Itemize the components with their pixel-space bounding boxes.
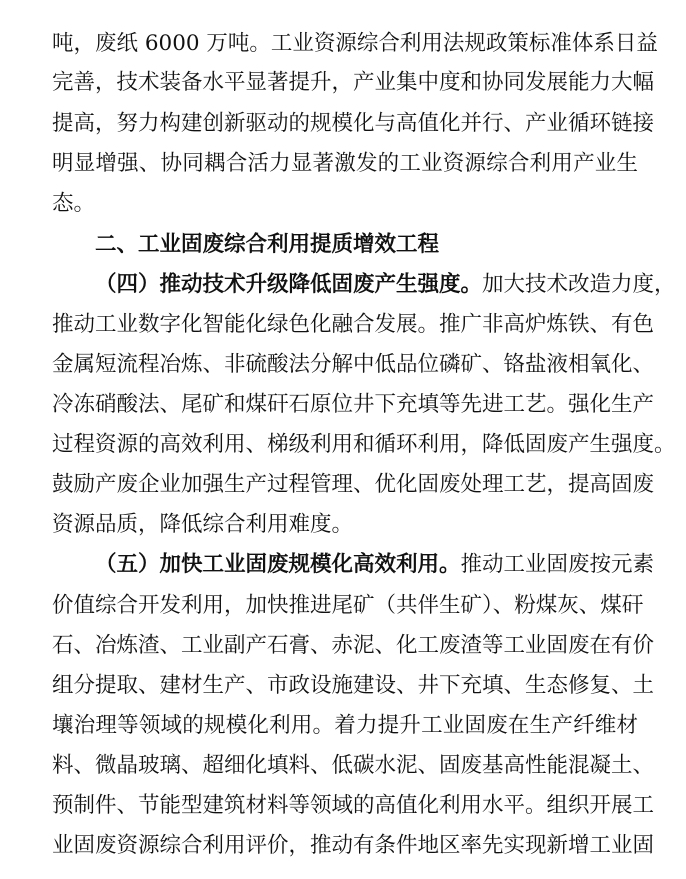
para4-line: 推动工业数字化智能化绿色化融合发展。推广非高炉炼铁、有色 xyxy=(52,312,655,337)
intro-line-2: 完善，技术装备水平显著提升，产业集中度和协同发展能力大幅 xyxy=(52,70,655,95)
para4-first-line-rest: 加大技术改造力度， xyxy=(482,272,676,297)
para5-line: 壤治理等领域的规模化利用。着力提升工业固废在生产纤维材 xyxy=(52,713,638,738)
intro-line-5: 态。 xyxy=(52,191,96,216)
para4-lead: （四）推动技术升级降低固废产生强度。 xyxy=(95,272,483,297)
para5-line: 石、冶炼渣、工业副产石膏、赤泥、化工废渣等工业固废在有价 xyxy=(52,633,655,658)
para5-line: 预制件、节能型建筑材料等领域的高值化利用水平。组织开展工 xyxy=(52,793,655,818)
para4-line: 鼓励产废企业加强生产过程管理、优化固废处理工艺，提高固废 xyxy=(52,472,655,497)
para5-first-line-rest: 推动工业固废按元素 xyxy=(460,552,655,577)
intro-line-3: 提高，努力构建创新驱动的规模化与高值化并行、产业循环链接 xyxy=(52,111,655,136)
para5-line: 组分提取、建材生产、市政设施建设、井下充填、生态修复、土 xyxy=(52,673,655,698)
section-heading: 二、工业固废综合利用提质增效工程 xyxy=(95,232,440,257)
para4-line: 过程资源的高效利用、梯级利用和循环利用，降低固废产生强度。 xyxy=(52,432,676,457)
intro-line-4: 明显增强、协同耦合活力显著激发的工业资源综合利用产业生 xyxy=(52,151,638,176)
para5-line: 料、微晶玻璃、超细化填料、低碳水泥、固废基高性能混凝土、 xyxy=(52,753,655,778)
para5-lead: （五）加快工业固废规模化高效利用。 xyxy=(95,552,461,577)
para5-line: 价值综合开发利用，加快推进尾矿（共伴生矿）、粉煤灰、煤矸 xyxy=(52,593,644,618)
para4-line: 资源品质，降低综合利用难度。 xyxy=(52,512,354,537)
para4-first-line xyxy=(95,270,676,300)
para5-first-line xyxy=(95,550,655,580)
intro-line-1: 吨，废纸 6000 万吨。工业资源综合利用法规政策标准体系日益 xyxy=(52,31,658,56)
para4-line: 金属短流程冶炼、非硫酸法分解中低品位磷矿、铬盐液相氧化、 xyxy=(52,352,655,377)
para5-line: 业固废资源综合利用评价，推动有条件地区率先实现新增工业固 xyxy=(52,833,655,858)
para4-line: 冷冻硝酸法、尾矿和煤矸石原位井下充填等先进工艺。强化生产 xyxy=(52,392,655,417)
